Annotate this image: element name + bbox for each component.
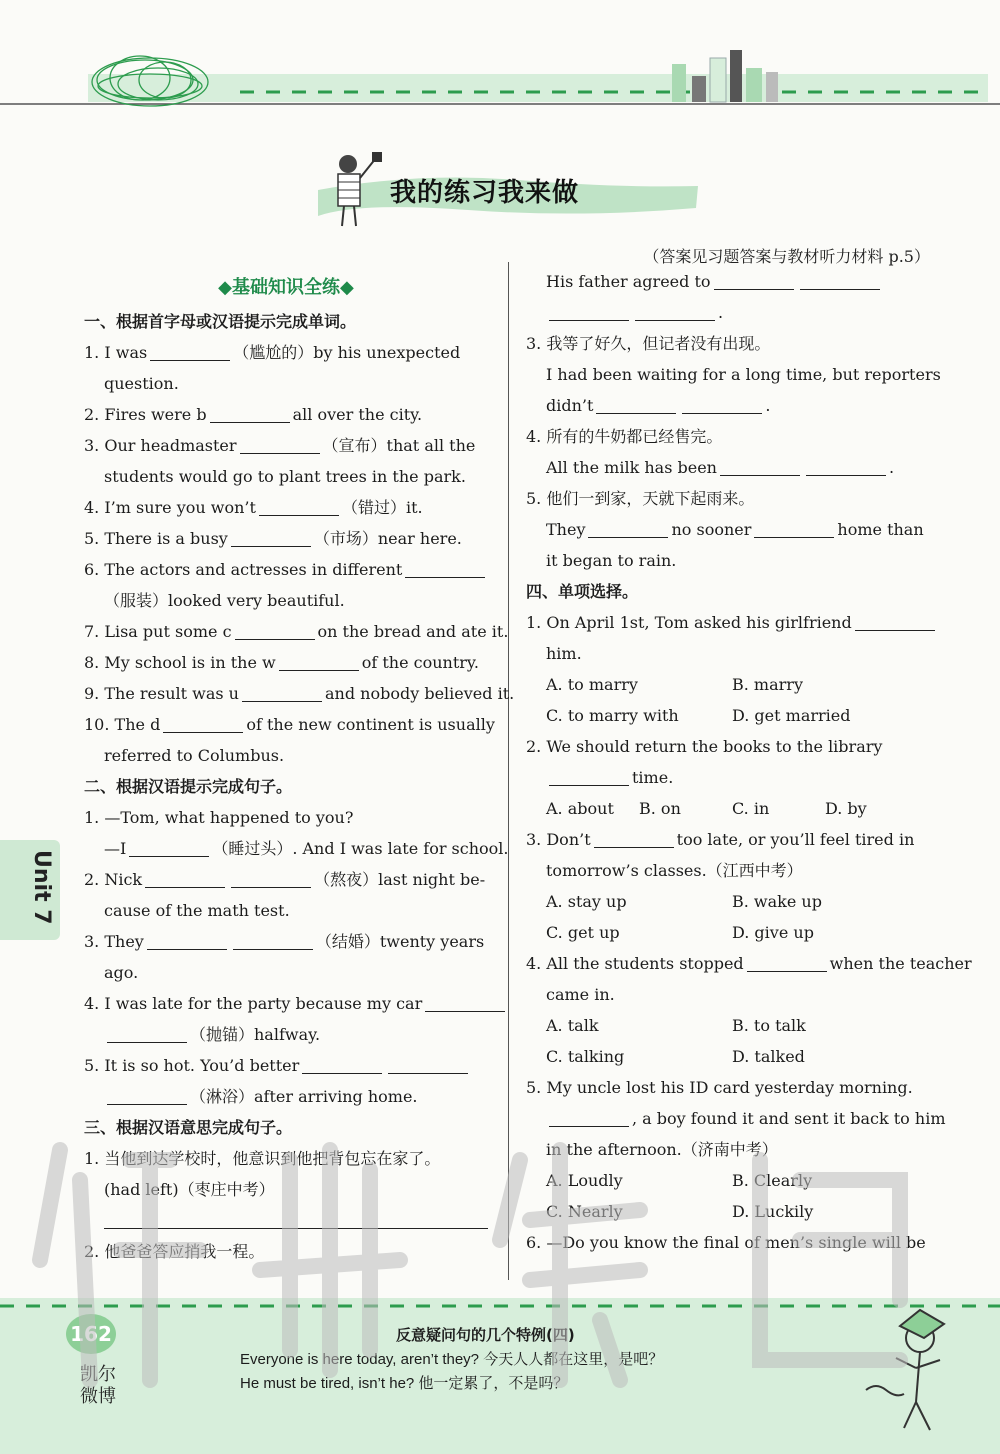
question-continuation: （抛锚）halfway. bbox=[84, 1019, 488, 1050]
answer-blank[interactable] bbox=[596, 396, 676, 414]
option-row bbox=[526, 886, 930, 917]
question-continuation: （淋浴）after arriving home. bbox=[84, 1081, 488, 1112]
answer-blank[interactable] bbox=[279, 653, 359, 671]
question-continuation: came in. bbox=[546, 985, 615, 1004]
question-continuation: —I （睡过头）. And I was late for school. bbox=[104, 839, 509, 858]
answer-blank[interactable] bbox=[800, 272, 880, 290]
column-divider bbox=[508, 262, 509, 1280]
question-continuation: (had left)（枣庄中考） bbox=[104, 1180, 275, 1199]
page-title: 我的练习我来做 bbox=[390, 178, 580, 208]
answer-blank[interactable] bbox=[806, 458, 886, 476]
question-continuation: tomorrow’s classes.（江西中考） bbox=[546, 861, 803, 880]
question: 2. 他爸爸答应捎我一程。 bbox=[84, 1242, 265, 1261]
page-number: 162 bbox=[66, 1314, 116, 1354]
question: 10. The d of the new continent is usually bbox=[84, 715, 495, 734]
section-heading: 一、根据首字母或汉语提示完成单词。 bbox=[84, 312, 357, 331]
option-row bbox=[526, 1196, 930, 1227]
question: 3. Our headmaster （宣布）that all the bbox=[84, 436, 476, 455]
question-continuation: ago. bbox=[104, 963, 139, 982]
answer-blank[interactable] bbox=[240, 436, 320, 454]
question: 4. I’m sure you won’t （错过）it. bbox=[84, 498, 423, 517]
question: 2. We should return the books to the library bbox=[526, 737, 883, 756]
section-banner: ◆基础知识全练◆ bbox=[218, 277, 354, 298]
answer-blank[interactable] bbox=[129, 839, 209, 857]
answer-blank[interactable] bbox=[720, 458, 800, 476]
question: 1. —Tom, what happened to you? bbox=[84, 808, 354, 827]
answer-blank[interactable] bbox=[147, 932, 227, 950]
option[interactable]: D. Luckily bbox=[732, 1202, 814, 1221]
question: 8. My school is in the w of the country. bbox=[84, 653, 479, 672]
question-continuation: （服装）looked very beautiful. bbox=[104, 591, 345, 610]
answer-blank[interactable] bbox=[754, 520, 834, 538]
question-continuation: in the afternoon.（济南中考） bbox=[546, 1140, 778, 1159]
answer-note: （答案见习题答案与教材听力材料 p.5） bbox=[643, 247, 930, 266]
question-continuation: students would go to plant trees in the park. bbox=[104, 467, 466, 486]
question: 2. Fires were b all over the city. bbox=[84, 405, 423, 424]
answer-blank[interactable] bbox=[549, 768, 629, 786]
question-continuation: . bbox=[526, 297, 930, 328]
answer-blank[interactable] bbox=[302, 1056, 382, 1074]
question: 3. Don’t too late, or you’ll feel tired in bbox=[526, 830, 915, 849]
option-row bbox=[526, 1010, 930, 1041]
option[interactable]: C. Nearly bbox=[546, 1202, 623, 1221]
question: 4. 所有的牛奶都已经售完。 bbox=[526, 427, 723, 446]
answer-blank[interactable] bbox=[388, 1056, 468, 1074]
question: 2. Nick （熬夜）last night be- bbox=[84, 870, 486, 889]
answer-blank[interactable] bbox=[233, 932, 313, 950]
option[interactable]: D. talked bbox=[732, 1047, 805, 1066]
section-heading: 二、根据汉语提示完成句子。 bbox=[84, 777, 293, 796]
answer-blank[interactable] bbox=[549, 303, 629, 321]
tip-title: 反意疑问句的几个特例(四) bbox=[396, 1326, 575, 1344]
question: 3. 我等了好久，但记者没有出现。 bbox=[526, 334, 771, 353]
answer-blank[interactable] bbox=[231, 529, 311, 547]
question: 7. Lisa put some c on the bread and ate it. bbox=[84, 622, 509, 641]
answer-blank[interactable] bbox=[549, 1109, 629, 1127]
tip-example: Everyone is here today, aren’t they? 今天人人都在这里，是吧？ bbox=[240, 1351, 664, 1368]
answer-blank[interactable] bbox=[242, 684, 322, 702]
question: 4. I was late for the party because my car bbox=[84, 988, 488, 1019]
answer-blank[interactable] bbox=[747, 954, 827, 972]
answer-blank[interactable] bbox=[405, 560, 485, 578]
option[interactable]: D. give up bbox=[732, 923, 814, 942]
question-continuation: All the milk has been . bbox=[546, 458, 895, 477]
option-row bbox=[526, 700, 930, 731]
answer-blank[interactable] bbox=[231, 870, 311, 888]
answer-blank[interactable] bbox=[107, 1025, 187, 1043]
answer-blank[interactable] bbox=[259, 498, 339, 516]
question: 9. The result was u and nobody believed it. bbox=[84, 684, 515, 703]
question: 4. All the students stopped when the teacher bbox=[526, 954, 972, 973]
question: 1. On April 1st, Tom asked his girlfriend bbox=[526, 607, 930, 638]
question-continuation: His father agreed to bbox=[526, 266, 930, 297]
question-continuation: They no sooner home than bbox=[546, 520, 924, 539]
weibo-label: 凯尔微博 bbox=[80, 1364, 116, 1407]
unit-tab bbox=[0, 840, 60, 940]
answer-blank[interactable] bbox=[107, 1087, 187, 1105]
question: 1. 当他到达学校时，他意识到他把背包忘在家了。 bbox=[84, 1149, 441, 1168]
answer-line[interactable] bbox=[104, 1211, 488, 1229]
question-continuation: cause of the math test. bbox=[104, 901, 290, 920]
answer-blank[interactable] bbox=[594, 830, 674, 848]
left-column bbox=[84, 270, 515, 1267]
question-continuation: time. bbox=[526, 762, 930, 793]
option[interactable]: B. wake up bbox=[732, 892, 822, 911]
unit-label: Unit 7 bbox=[29, 850, 54, 925]
answer-blank[interactable] bbox=[150, 343, 230, 361]
option[interactable]: D. by bbox=[825, 799, 867, 818]
right-column bbox=[526, 266, 972, 1258]
option[interactable]: A. to marry bbox=[546, 675, 638, 694]
question: 5. There is a busy （市场）near here. bbox=[84, 529, 462, 548]
section-heading: 三、根据汉语意思完成句子。 bbox=[84, 1118, 293, 1137]
option-row bbox=[526, 1165, 930, 1196]
question-continuation: it began to rain. bbox=[546, 551, 677, 570]
title-banner bbox=[318, 150, 698, 230]
question: 5. It is so hot. You’d better bbox=[84, 1050, 488, 1081]
answer-blank[interactable] bbox=[235, 622, 315, 640]
answer-blank[interactable] bbox=[210, 405, 290, 423]
answer-blank[interactable] bbox=[635, 303, 715, 321]
question: 1. I was （尴尬的）by his unexpected bbox=[84, 343, 461, 362]
option[interactable]: D. get married bbox=[732, 706, 851, 725]
option[interactable]: C. get up bbox=[546, 923, 620, 942]
section-heading: 四、单项选择。 bbox=[526, 582, 639, 601]
option-row bbox=[526, 793, 930, 824]
answer-blank[interactable] bbox=[145, 870, 225, 888]
question: 6. —Do you know the final of men’s single will be bbox=[526, 1233, 926, 1252]
option[interactable]: C. to marry with bbox=[546, 706, 679, 725]
option[interactable]: B. marry bbox=[732, 675, 803, 694]
answer-blank[interactable] bbox=[425, 994, 505, 1012]
answer-blank[interactable] bbox=[588, 520, 668, 538]
question-continuation: referred to Columbus. bbox=[104, 746, 285, 765]
question: 3. They （结婚）twenty years bbox=[84, 932, 485, 951]
question-continuation: him. bbox=[546, 644, 582, 663]
option-row bbox=[526, 669, 930, 700]
question-continuation: , a boy found it and sent it back to him bbox=[526, 1103, 930, 1134]
option[interactable]: B. on bbox=[639, 799, 681, 818]
option[interactable]: A. about bbox=[546, 799, 614, 818]
option-row bbox=[526, 1041, 930, 1072]
option[interactable]: A. stay up bbox=[546, 892, 627, 911]
answer-blank[interactable] bbox=[714, 272, 794, 290]
answer-blank[interactable] bbox=[163, 715, 243, 733]
answer-blank[interactable] bbox=[682, 396, 762, 414]
header-decoration bbox=[0, 0, 1000, 112]
question: 6. The actors and actresses in different bbox=[84, 554, 488, 585]
tip-example: He must be tired, isn’t he? 他一定累了，不是吗？ bbox=[240, 1375, 569, 1392]
question: 5. My uncle lost his ID card yesterday morning. bbox=[526, 1078, 913, 1097]
question-continuation: I had been waiting for a long time, but reporters bbox=[546, 365, 941, 384]
option[interactable]: B. Clearly bbox=[732, 1171, 813, 1190]
question: 5. 他们一到家，天就下起雨来。 bbox=[526, 489, 755, 508]
option[interactable]: C. talking bbox=[546, 1047, 625, 1066]
question-continuation: didn’t . bbox=[546, 396, 771, 415]
option[interactable]: B. to talk bbox=[732, 1016, 806, 1035]
question-continuation: question. bbox=[104, 374, 179, 393]
option[interactable]: A. talk bbox=[546, 1016, 599, 1035]
option[interactable]: A. Loudly bbox=[546, 1171, 623, 1190]
option-row bbox=[526, 917, 930, 948]
option[interactable]: C. in bbox=[732, 799, 770, 818]
answer-blank[interactable] bbox=[855, 613, 935, 631]
